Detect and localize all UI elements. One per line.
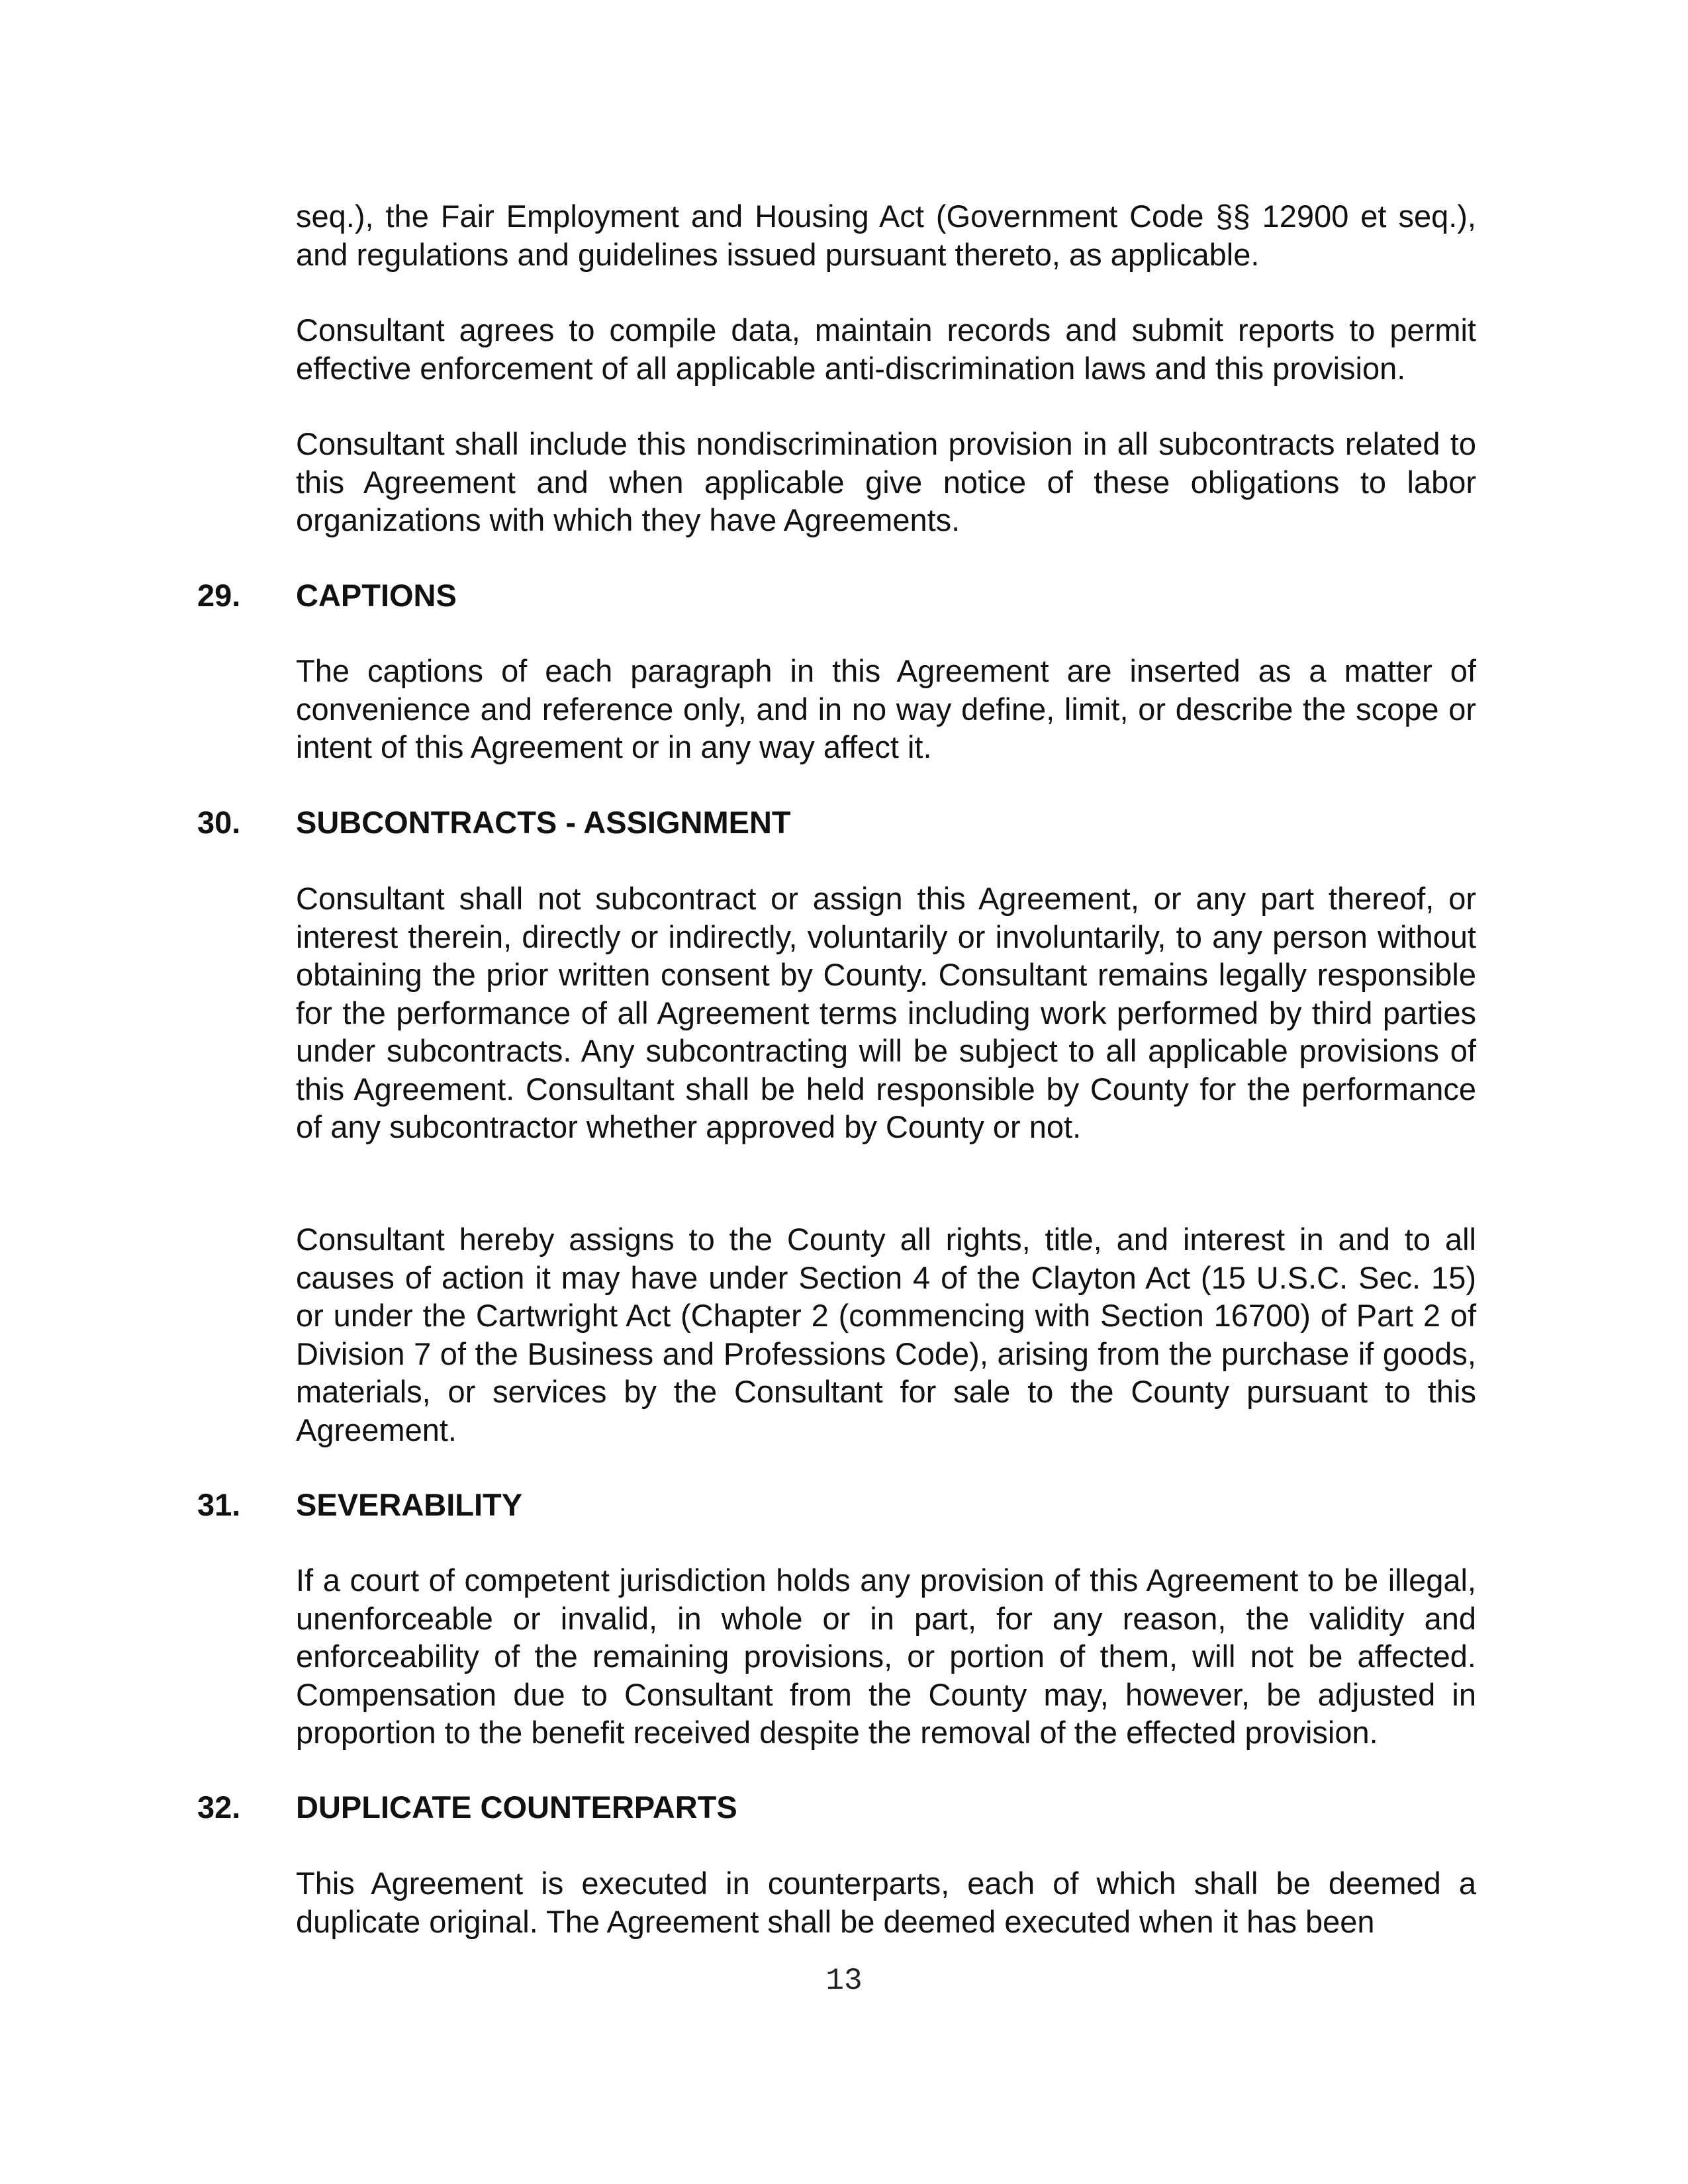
section-title: CAPTIONS xyxy=(296,578,457,613)
section-title: DUPLICATE COUNTERPARTS xyxy=(296,1790,737,1825)
section-title: SEVERABILITY xyxy=(296,1487,523,1522)
section-29-paragraph: The captions of each paragraph in this Agreement are inserted as a matter of convenience and reference only, and in no way define, limit, or describe the scope or intent of this Agreement or in any way affect it. xyxy=(296,653,1476,764)
paragraph-compile-data: Consultant agrees to compile data, maintain records and submit reports to permit effective enforcement of all applicable anti-discrimination laws and this provision. xyxy=(296,312,1476,386)
page-number: 13 xyxy=(825,1964,863,1998)
section-number: 29. xyxy=(197,578,241,613)
section-30-heading xyxy=(197,803,1476,842)
section-title: SUBCONTRACTS - ASSIGNMENT xyxy=(296,805,791,840)
section-32-heading xyxy=(197,1788,1476,1827)
section-30-paragraph-1: Consultant shall not subcontract or assign this Agreement, or any part thereof, or interest therein, directly or indirectly, voluntarily or involuntarily, to any person without obtaining the prior written consent by County. Consultant remains legally responsible for the performance of all Agreement terms including work performed by third parties under subcontracts. Any subcontracting will be subject to all applicable provisions of this Agreement. Consultant shall be held responsible by County for the performance of any subcontractor whether approved by County or not. xyxy=(296,881,1476,1144)
section-30-paragraph-2: Consultant hereby assigns to the County all rights, title, and interest in and to all causes of action it may have under Section 4 of the Clayton Act (15 U.S.C. Sec. 15) or under the Cartwright Act (Chapter 2 (commencing with Section 16700) of Part 2 of Division 7 of the Business and Professions Code), arising from the purchase if goods, materials, or services by the Consultant for sale to the County pursuant to this Agreement. xyxy=(296,1222,1476,1447)
section-number: 30. xyxy=(197,805,241,840)
section-number: 31. xyxy=(197,1487,241,1522)
section-number: 32. xyxy=(197,1790,241,1825)
paragraph-fehaa-continuation: seq.), the Fair Employment and Housing Act (Government Code §§ 12900 et seq.), and regulations and guidelines issued pursuant thereto, as applicable. xyxy=(296,199,1476,272)
section-31-heading xyxy=(197,1486,1476,1524)
paragraph-subcontract-nondiscrimination: Consultant shall include this nondiscrimination provision in all subcontracts related to this Agreement and when applicable give notice of these obligations to labor organizations with which they have Agreements. xyxy=(296,426,1476,537)
section-29-heading xyxy=(197,576,1476,615)
section-32-paragraph: This Agreement is executed in counterparts, each of which shall be deemed a duplicate original. The Agreement shall be deemed executed when it has been xyxy=(296,1866,1476,1939)
section-31-paragraph: If a court of competent jurisdiction holds any provision of this Agreement to be illegal, unenforceable or invalid, in whole or in part, for any reason, the validity and enforceability of the remaining provisions, or portion of them, will not be affected. Compensation due to Consultant from the County may, however, be adjusted in proportion to the benefit received despite the removal of the effected provision. xyxy=(296,1563,1476,1750)
